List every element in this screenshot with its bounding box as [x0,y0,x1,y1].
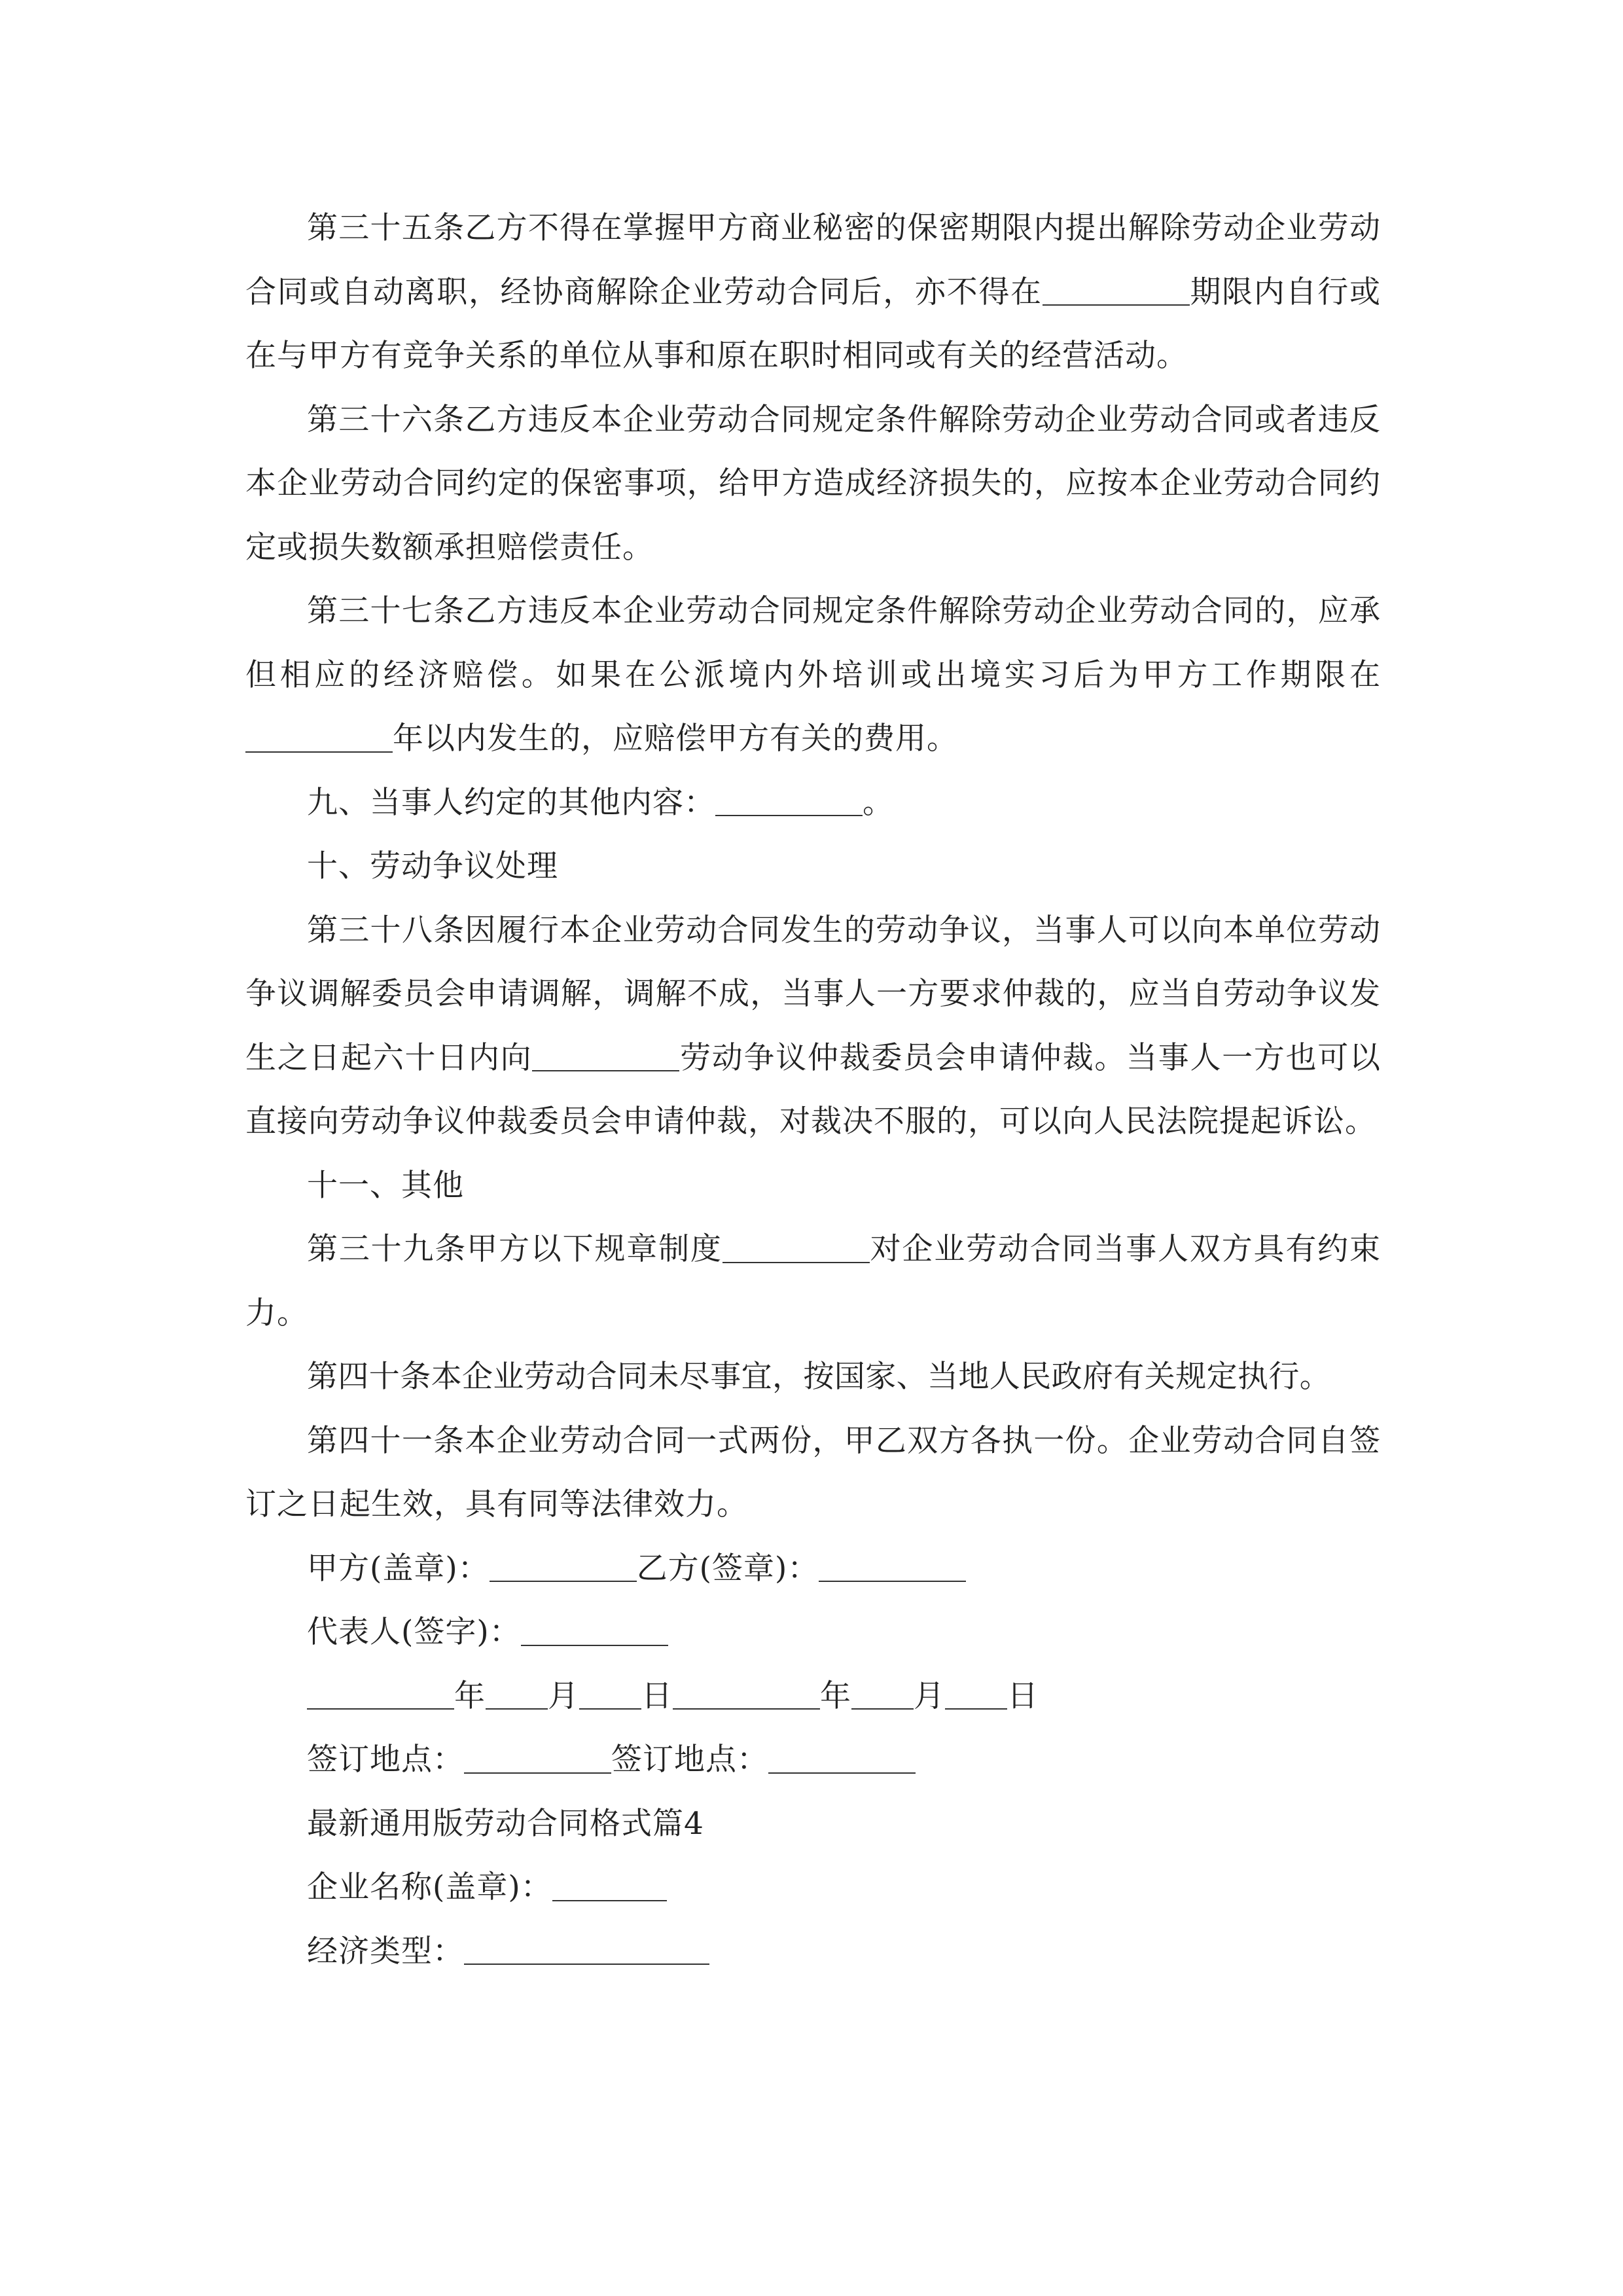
blank-other-content-field[interactable] [715,784,863,816]
representative-label: 代表人(签字)： [307,1614,521,1650]
clause-39-text-2: 对企业劳动合同当事人双方具有约束力。 [245,1231,1382,1331]
party-b-day-field[interactable] [945,1677,1007,1710]
economic-type-field[interactable] [464,1933,709,1965]
representative-line [245,1600,1381,1664]
clause-37-text-1: 第三十七条乙方违反本企业劳动合同规定条件解除劳动企业劳动合同的，应承但相应的经济赔偿。如果在公派境内外培训或出境实习后为甲方工作期限在 [245,593,1381,693]
clause-37-text-2: 年以内发生的，应赔偿甲方有关的费用。 [393,721,958,757]
section-9 [245,771,1381,835]
clause-39 [245,1217,1381,1345]
clause-37 [245,579,1381,771]
party-a-day-field[interactable] [579,1677,641,1710]
party-b-month-field[interactable] [851,1677,914,1710]
section-9-end: 。 [863,784,894,821]
blank-arbitration-committee-field[interactable] [532,1039,679,1071]
economic-type-label: 经济类型： [307,1933,464,1969]
next-section-title: 最新通用版劳动合同格式篇4 [307,1805,704,1842]
section-10-title: 十、劳动争议处理 [307,848,558,884]
year-label-a: 年 [454,1677,486,1714]
clause-35 [245,196,1381,388]
clause-39-text-1: 第三十九条甲方以下规章制度 [307,1231,722,1267]
signing-place-line [245,1728,1381,1792]
clause-38-text-2: 劳动争议仲裁委员会申请仲裁。当事人一方也可以直接向劳动争议仲裁委员会申请仲裁，对裁决不服的，可以向人民法院提起诉讼。 [245,1039,1382,1139]
party-b-year-field[interactable] [673,1677,820,1710]
day-label-a: 日 [641,1677,673,1714]
blank-regulations-field[interactable] [722,1231,870,1263]
clause-38 [245,899,1381,1154]
place-label-b: 签订地点： [611,1742,768,1778]
signature-parties-line [245,1537,1381,1601]
party-a-place-field[interactable] [464,1742,611,1774]
date-line [245,1664,1381,1729]
party-b-seal-field[interactable] [819,1550,966,1582]
document-body [245,196,1381,1983]
party-a-month-field[interactable] [486,1677,548,1710]
month-label-a: 月 [548,1677,579,1714]
representative-signature-field[interactable] [521,1614,668,1646]
day-label-b: 日 [1007,1677,1039,1714]
party-a-label: 甲方(盖章)： [307,1550,490,1587]
party-b-place-field[interactable] [768,1742,916,1774]
clause-40: 第四十条本企业劳动合同未尽事宜，按国家、当地人民政府有关规定执行。 [307,1359,1331,1395]
party-a-seal-field[interactable] [490,1550,637,1582]
clause-35-text-2: 期限内自行或在与甲方有竞争关系的单位从事和原在职时相同或有关的经营活动。 [245,274,1382,374]
clause-41: 第四十一条本企业劳动合同一式两份，甲乙双方各执一份。企业劳动合同自签订之日起生效，具有同等法律效力。 [245,1422,1381,1522]
section-11-title: 十一、其他 [307,1167,464,1204]
company-name-label: 企业名称(盖章)： [307,1869,552,1905]
clause-38-text-1: 第三十八条因履行本企业劳动合同发生的劳动争议，当事人可以向本单位劳动争议调解委员会申请调解，调解不成，当事人一方要求仲裁的，应当自劳动争议发生之日起六十日内向 [245,912,1381,1076]
economic-type-line [245,1920,1381,1984]
clause-35-text-1: 第三十五条乙方不得在掌握甲方商业秘密的保密期限内提出解除劳动企业劳动合同或自动离职，经协商解除企业劳动合同后，亦不得在 [245,210,1381,310]
party-b-label: 乙方(签章)： [636,1550,819,1587]
section-9-label: 九、当事人约定的其他内容： [307,784,715,821]
place-label-a: 签订地点： [307,1742,464,1778]
company-name-field[interactable] [552,1869,667,1901]
party-a-year-field[interactable] [307,1677,454,1710]
blank-years-field[interactable] [245,721,393,753]
year-label-b: 年 [820,1677,851,1714]
month-label-b: 月 [914,1677,945,1714]
company-name-line [245,1856,1381,1920]
blank-term-field[interactable] [1043,274,1190,306]
clause-36: 第三十六条乙方违反本企业劳动合同规定条件解除劳动企业劳动合同或者违反本企业劳动合同约定的保密事项，给甲方造成经济损失的，应按本企业劳动合同约定或损失数额承担赔偿责任。 [245,401,1381,565]
